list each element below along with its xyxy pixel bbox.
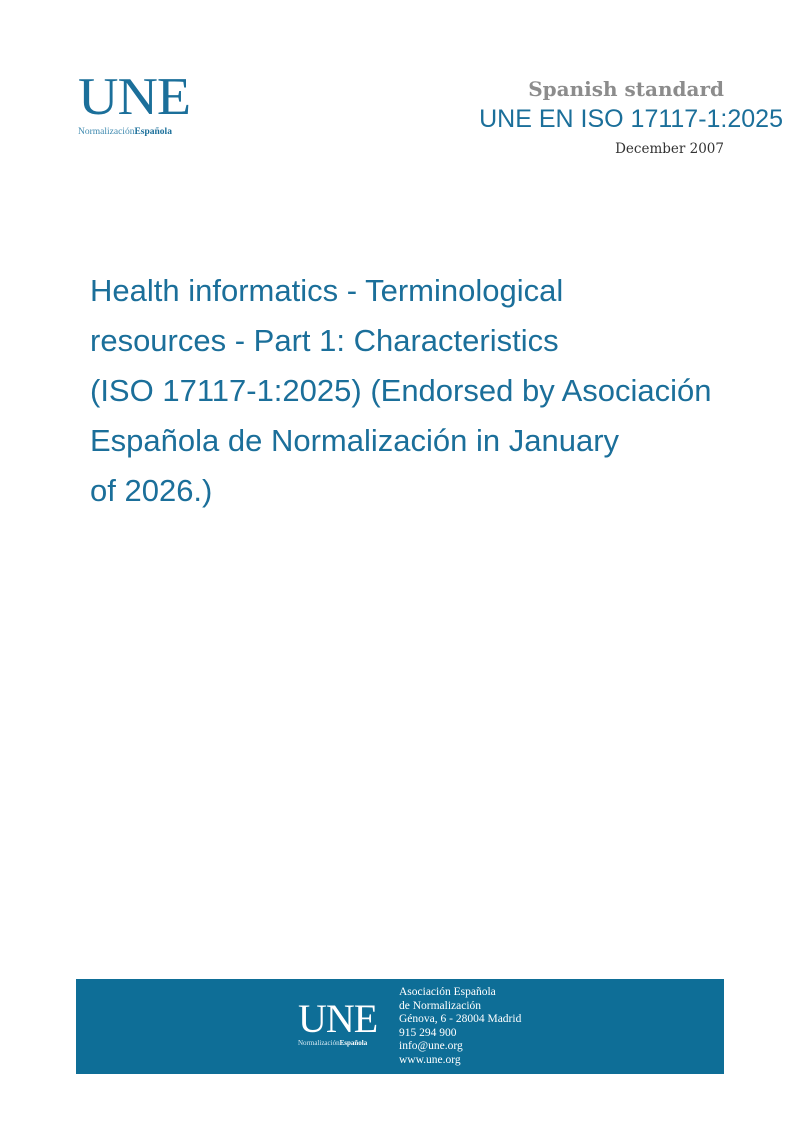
logo-tagline xyxy=(78,126,198,138)
footer-logo xyxy=(298,996,388,1048)
footer-street: Génova, 6 - 28004 Madrid xyxy=(399,1013,522,1026)
standard-kind: Spanish standard xyxy=(528,77,724,101)
document-title xyxy=(90,266,780,516)
footer-org-name-2: de Normalización xyxy=(399,999,482,1012)
document-header xyxy=(479,76,783,158)
title-line: (ISO 17117-1:2025) (Endorsed by Asociación xyxy=(90,373,712,408)
logo-wordmark: UNE xyxy=(78,67,191,127)
footer-logo-wordmark: UNE xyxy=(298,996,378,1041)
title-line: Española de Normalización in January xyxy=(90,423,620,458)
footer-email: info@une.org xyxy=(399,1040,463,1053)
title-line: of 2026.) xyxy=(90,473,213,508)
publication-date: December 2007 xyxy=(615,141,724,157)
footer-org-name: Asociación Española xyxy=(399,986,496,998)
title-line: Health informatics - Terminological xyxy=(90,273,564,308)
footer-address xyxy=(399,986,521,1068)
logo-tagline-part1: Normalización xyxy=(78,127,135,137)
footer-logo-tagline-part2: Española xyxy=(339,1039,368,1047)
footer-phone: 915 294 900 xyxy=(399,1026,457,1039)
footer-website: www.une.org xyxy=(399,1053,461,1066)
title-line: resources - Part 1: Characteristics xyxy=(90,323,559,358)
footer-band xyxy=(76,979,724,1074)
footer-logo-tagline-part1: Normalización xyxy=(298,1039,340,1047)
une-logo xyxy=(78,67,198,138)
standard-code: UNE EN ISO 17117-1:2025 xyxy=(479,105,783,133)
logo-tagline-part2: Española xyxy=(134,127,172,137)
